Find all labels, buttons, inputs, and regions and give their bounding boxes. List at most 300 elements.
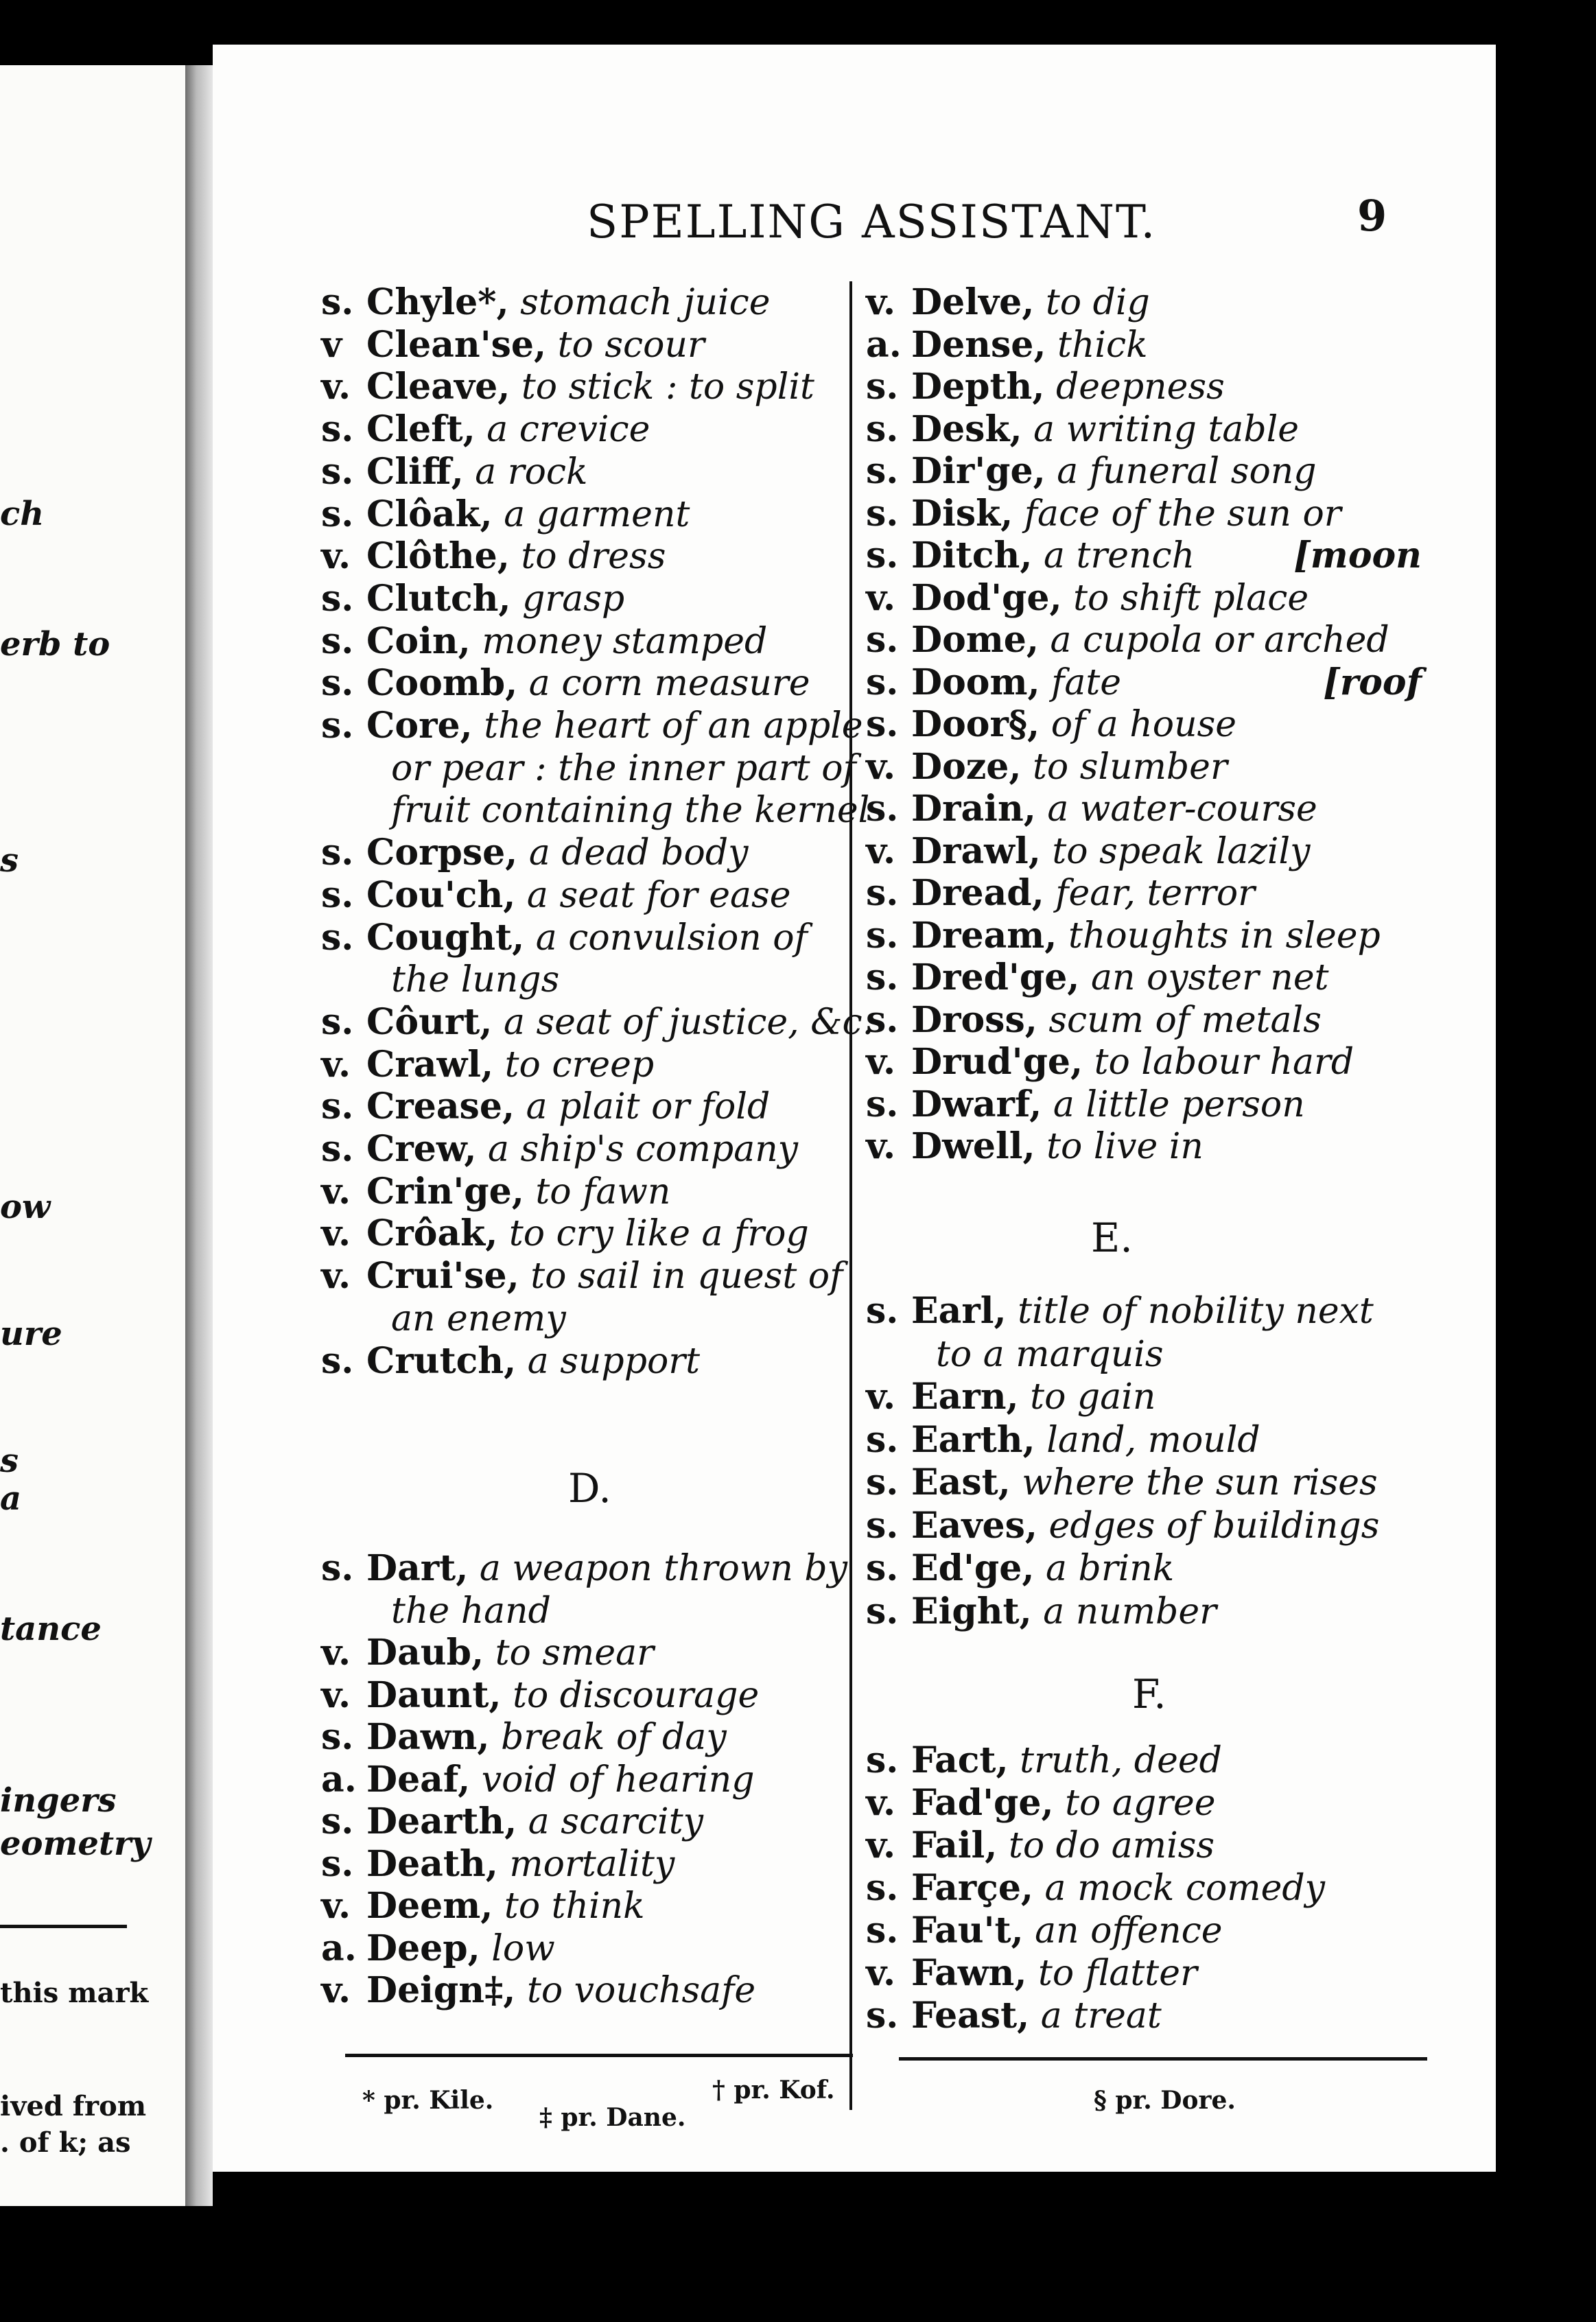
headword: Clôthe, xyxy=(366,535,510,578)
part-of-speech: s. xyxy=(321,705,354,747)
headword: Dred'ge, xyxy=(911,957,1080,998)
entry-text xyxy=(911,619,1389,661)
headword: Depth, xyxy=(911,366,1045,408)
headword: Delve, xyxy=(911,281,1035,323)
part-of-speech: v. xyxy=(321,1255,351,1298)
part-of-speech: s. xyxy=(321,1547,354,1589)
headword: Coin, xyxy=(366,620,471,662)
part-of-speech: s. xyxy=(866,1867,899,1909)
entry-text xyxy=(911,1083,1305,1125)
entry-text xyxy=(911,703,1237,745)
column-divider xyxy=(849,281,852,2110)
headword: Deign‡, xyxy=(366,1969,516,2011)
entry-text xyxy=(366,1758,755,1801)
definition: the heart of an apple xyxy=(484,705,863,747)
entry-text xyxy=(911,1462,1378,1503)
headword: Core, xyxy=(366,705,473,747)
headword: Crew, xyxy=(366,1128,477,1170)
entry-text xyxy=(366,366,814,408)
margin-fragment: tance xyxy=(0,1610,102,1648)
headword: Dome, xyxy=(911,619,1039,661)
definition: a mock comedy xyxy=(1044,1868,1326,1909)
headword: Eight, xyxy=(911,1590,1032,1632)
headword: Coomb, xyxy=(366,662,518,705)
part-of-speech: s. xyxy=(321,450,354,493)
definition: a seat for ease xyxy=(526,874,791,916)
part-of-speech: v. xyxy=(866,1952,896,1994)
part-of-speech: a. xyxy=(321,1758,357,1801)
part-of-speech: v. xyxy=(866,1782,896,1824)
headword: Fad'ge, xyxy=(911,1782,1054,1824)
section-heading-f: F. xyxy=(1132,1671,1166,1717)
headword: Ed'ge, xyxy=(911,1547,1035,1589)
entry-text xyxy=(911,1782,1216,1824)
part-of-speech: v xyxy=(321,323,342,366)
entry-text xyxy=(911,914,1381,957)
definition: face of the sun or xyxy=(1024,493,1341,535)
margin-fragment: ingers xyxy=(0,1781,117,1820)
entry-text xyxy=(366,535,666,578)
definition: to smear xyxy=(495,1632,654,1674)
entry-text xyxy=(911,1041,1354,1083)
headword: Dwell, xyxy=(911,1125,1035,1167)
entry-text xyxy=(366,916,808,959)
headword: Chyle*, xyxy=(366,281,509,323)
headword: Earl, xyxy=(911,1290,1007,1332)
part-of-speech: v. xyxy=(866,1041,896,1083)
entry-text xyxy=(366,1716,727,1758)
entry-text xyxy=(366,1632,654,1674)
part-of-speech: s. xyxy=(321,1128,354,1170)
definition: to dress xyxy=(521,536,666,578)
definition: title of nobility next xyxy=(1018,1291,1374,1332)
part-of-speech: s. xyxy=(866,1083,899,1125)
part-of-speech: s. xyxy=(321,1086,354,1128)
part-of-speech: s. xyxy=(866,408,899,450)
headword: Dearth, xyxy=(366,1801,517,1842)
definition: a dead body xyxy=(528,832,749,874)
headword: Ditch, xyxy=(911,535,1033,576)
definition: a corn measure xyxy=(528,663,810,705)
part-of-speech: s. xyxy=(866,957,899,998)
headword: Crui'se, xyxy=(366,1255,519,1298)
definition: a weapon thrown by xyxy=(479,1548,848,1589)
headword: Daub, xyxy=(366,1632,484,1674)
definition: land, mould xyxy=(1046,1419,1260,1461)
headword: Clean'se, xyxy=(366,323,547,366)
entry-text xyxy=(366,1969,756,2011)
definition: where the sun rises xyxy=(1022,1462,1378,1503)
footnote-rule xyxy=(899,2057,1427,2061)
entry-text xyxy=(911,1290,1374,1332)
entry-text xyxy=(911,1418,1260,1461)
definition: mortality xyxy=(509,1843,675,1885)
definition: to cry like a frog xyxy=(508,1213,809,1255)
part-of-speech: v. xyxy=(866,1825,896,1866)
headword: Crawl, xyxy=(366,1043,494,1086)
headword: Fail, xyxy=(911,1825,998,1866)
definition: to discourage xyxy=(513,1674,760,1716)
entry-text xyxy=(911,1739,1222,1781)
facing-page-edge xyxy=(0,65,185,2206)
definition: a funeral song xyxy=(1057,451,1317,492)
entry-text xyxy=(366,323,705,366)
entry-text xyxy=(911,281,1150,323)
definition: a convulsion of xyxy=(535,917,808,959)
margin-fragment: this mark xyxy=(0,1977,149,2009)
definition: to shift place xyxy=(1073,577,1309,619)
margin-rule xyxy=(0,1925,127,1928)
part-of-speech: s. xyxy=(866,914,899,957)
headword: Cliff, xyxy=(366,450,464,493)
definition: to sail in quest of xyxy=(530,1256,843,1298)
definition: a trench xyxy=(1043,535,1195,576)
definition-continued: fruit containing the kernel xyxy=(391,790,870,832)
entry-text xyxy=(366,1547,848,1589)
definition: low xyxy=(491,1927,555,1969)
headword: Door§, xyxy=(911,703,1040,745)
definition: truth, deed xyxy=(1020,1740,1222,1781)
entry-text xyxy=(911,1867,1326,1909)
definition: a cupola or arched xyxy=(1050,620,1389,661)
headword: Cleave, xyxy=(366,366,511,408)
headword: Dream, xyxy=(911,914,1057,957)
entry-text xyxy=(911,450,1317,492)
part-of-speech: s. xyxy=(321,916,354,959)
headword: Clutch, xyxy=(366,577,511,620)
entry-text xyxy=(366,620,768,662)
part-of-speech: s. xyxy=(866,1462,899,1503)
headword: Dawn, xyxy=(366,1716,490,1758)
headword: Clôak, xyxy=(366,493,493,535)
headword: Deep, xyxy=(366,1927,480,1969)
entry-text xyxy=(911,1952,1197,1994)
entry-text xyxy=(911,1547,1175,1589)
headword: Dart, xyxy=(366,1547,469,1589)
entry-text xyxy=(366,493,690,535)
part-of-speech: v. xyxy=(321,1212,351,1255)
headword: Drawl, xyxy=(911,830,1041,872)
definition: to gain xyxy=(1030,1376,1156,1418)
definition: to do amiss xyxy=(1008,1825,1215,1866)
part-of-speech: v. xyxy=(321,1885,351,1927)
entry-text xyxy=(366,873,791,916)
definition: a treat xyxy=(1040,1995,1162,2037)
headword: Cou'ch, xyxy=(366,873,516,916)
headword: Dir'ge, xyxy=(911,450,1046,492)
definition: to creep xyxy=(504,1044,655,1086)
part-of-speech: s. xyxy=(321,1801,354,1842)
footnote-rule xyxy=(345,2054,853,2057)
entry-text xyxy=(911,1504,1380,1547)
definition: a little person xyxy=(1053,1083,1305,1125)
part-of-speech: s. xyxy=(321,873,354,916)
definition: stomach juice xyxy=(520,282,771,323)
definition: thick xyxy=(1057,324,1148,366)
entry-text xyxy=(911,788,1317,830)
entry-text xyxy=(366,1927,555,1969)
part-of-speech: s. xyxy=(866,492,899,535)
definition: scum of metals xyxy=(1048,999,1322,1041)
part-of-speech: s. xyxy=(866,1739,899,1781)
part-of-speech: s. xyxy=(866,366,899,408)
entry-text xyxy=(366,1339,701,1382)
definition: fear, terror xyxy=(1055,873,1256,914)
part-of-speech: v. xyxy=(321,366,351,408)
entry-text xyxy=(911,1590,1217,1632)
definition: deepness xyxy=(1056,366,1225,408)
headword: Dense, xyxy=(911,323,1046,366)
definition: of a house xyxy=(1051,704,1237,745)
entry-text xyxy=(911,957,1329,998)
entry-text xyxy=(366,450,588,493)
part-of-speech: v. xyxy=(866,1125,896,1167)
headword: Doze, xyxy=(911,745,1022,788)
section-heading-d: D. xyxy=(568,1465,611,1512)
headword: East, xyxy=(911,1462,1011,1503)
book-spine-shadow xyxy=(185,65,213,2206)
definition: a support xyxy=(527,1340,701,1382)
margin-fragment: erb to xyxy=(0,625,110,664)
definition: a garment xyxy=(504,493,690,535)
headword: Fau't, xyxy=(911,1910,1024,1951)
part-of-speech: v. xyxy=(321,1969,351,2011)
footnote: ‡ pr. Dane. xyxy=(539,2103,686,2132)
headword: Desk, xyxy=(911,408,1022,450)
definition: a crevice xyxy=(486,409,650,451)
margin-fragment: ived from xyxy=(0,2090,147,2122)
entry-text xyxy=(911,1910,1223,1951)
headword: Crôak, xyxy=(366,1212,498,1255)
part-of-speech: v. xyxy=(866,1376,896,1418)
entry-text xyxy=(366,577,625,620)
definition: an oyster net xyxy=(1090,957,1329,998)
footnote: * pr. Kile. xyxy=(362,2086,494,2115)
headword: Eaves, xyxy=(911,1504,1038,1547)
entry-text xyxy=(911,323,1148,366)
headword: Crutch, xyxy=(366,1339,517,1382)
headword: Dwarf, xyxy=(911,1083,1042,1125)
margin-fragment: ch xyxy=(0,495,45,533)
headword: Fact, xyxy=(911,1739,1009,1781)
part-of-speech: s. xyxy=(866,1290,899,1332)
part-of-speech: s. xyxy=(866,1910,899,1951)
definition: to fawn xyxy=(535,1171,671,1212)
definition: a brink xyxy=(1046,1548,1175,1589)
definition: edges of buildings xyxy=(1048,1505,1380,1547)
headword: Dod'ge, xyxy=(911,576,1062,619)
part-of-speech: s. xyxy=(321,1716,354,1758)
part-of-speech: s. xyxy=(866,535,899,576)
entry-text xyxy=(911,576,1309,619)
part-of-speech: s. xyxy=(866,450,899,492)
headword: Death, xyxy=(366,1842,498,1885)
headword: Earth, xyxy=(911,1418,1035,1461)
definition-continued: an enemy xyxy=(391,1298,566,1339)
entry-text xyxy=(366,281,771,323)
headword: Côurt, xyxy=(366,1000,493,1043)
definition: to vouchsafe xyxy=(526,1970,756,2011)
entry-text xyxy=(366,1674,760,1716)
part-of-speech: v. xyxy=(866,576,896,619)
entry-text xyxy=(366,1043,655,1086)
margin-fragment: . of k; as xyxy=(0,2126,131,2159)
headword: Corpse, xyxy=(366,832,518,874)
headword: Farçe, xyxy=(911,1867,1034,1909)
part-of-speech: v. xyxy=(866,745,896,788)
entry-text xyxy=(366,408,650,451)
part-of-speech: s. xyxy=(866,1418,899,1461)
entry-text xyxy=(366,1212,809,1255)
entry-text xyxy=(911,492,1341,535)
part-of-speech: v. xyxy=(321,535,351,578)
definition: to live in xyxy=(1046,1126,1204,1167)
bracket-overflow: [moon xyxy=(1293,535,1422,576)
definition-continued: to a marquis xyxy=(936,1333,1164,1375)
entry-text xyxy=(366,1255,843,1298)
definition: a seat of justice, &c. xyxy=(503,1001,874,1043)
entry-text xyxy=(366,1128,799,1170)
headword: Crin'ge, xyxy=(366,1170,524,1212)
part-of-speech: s. xyxy=(866,788,899,830)
entry-text xyxy=(366,1842,675,1885)
definition: to scour xyxy=(557,324,705,366)
headword: Dread, xyxy=(911,872,1044,914)
entry-text xyxy=(911,535,1195,576)
margin-fragment: ow xyxy=(0,1188,51,1226)
part-of-speech: s. xyxy=(321,1842,354,1885)
headword: Drain, xyxy=(911,788,1036,830)
definition: money stamped xyxy=(482,620,768,662)
definition: a number xyxy=(1043,1591,1217,1632)
part-of-speech: s. xyxy=(321,1000,354,1043)
part-of-speech: s. xyxy=(866,1590,899,1632)
definition-continued: or pear : the inner part of xyxy=(391,747,856,789)
footnote: § pr. Dore. xyxy=(1094,2086,1236,2115)
headword: Feast, xyxy=(911,1995,1030,2037)
headword: Deem, xyxy=(366,1885,493,1927)
margin-fragment: a xyxy=(0,1479,22,1518)
entry-text xyxy=(911,1125,1204,1167)
entry-text xyxy=(366,662,810,705)
part-of-speech: v. xyxy=(321,1043,351,1086)
headword: Daunt, xyxy=(366,1674,502,1716)
entry-text xyxy=(911,1376,1156,1418)
definition: a rock xyxy=(475,451,588,493)
definition: to stick : to split xyxy=(521,366,814,408)
part-of-speech: s. xyxy=(321,493,354,535)
definition: a plait or fold xyxy=(526,1086,771,1128)
part-of-speech: s. xyxy=(321,1339,354,1382)
part-of-speech: s. xyxy=(321,408,354,451)
part-of-speech: v. xyxy=(866,830,896,872)
headword: Earn, xyxy=(911,1376,1019,1418)
definition: to agree xyxy=(1065,1783,1216,1824)
bracket-overflow: [roof xyxy=(1323,661,1422,703)
definition: an offence xyxy=(1035,1910,1223,1951)
entry-text xyxy=(911,366,1225,408)
part-of-speech: s. xyxy=(866,619,899,661)
headword: Drud'ge, xyxy=(911,1041,1083,1083)
headword: Fawn, xyxy=(911,1952,1027,1994)
part-of-speech: s. xyxy=(866,661,899,703)
footnote: † pr. Kof. xyxy=(712,2076,835,2104)
definition: break of day xyxy=(501,1717,727,1758)
definition: a water-course xyxy=(1047,788,1317,830)
headword: Deaf, xyxy=(366,1758,471,1801)
definition: to labour hard xyxy=(1094,1042,1354,1083)
headword: Cleft, xyxy=(366,408,476,451)
part-of-speech: v. xyxy=(321,1170,351,1212)
running-head: SPELLING ASSISTANT. xyxy=(587,196,1157,248)
part-of-speech: s. xyxy=(321,281,354,323)
part-of-speech: s. xyxy=(866,1995,899,2037)
entry-text xyxy=(911,745,1228,788)
headword: Dross, xyxy=(911,998,1037,1041)
definition: void of hearing xyxy=(481,1759,755,1801)
part-of-speech: s. xyxy=(866,872,899,914)
headword: Doom, xyxy=(911,661,1040,703)
definition: a scarcity xyxy=(528,1801,703,1842)
part-of-speech: s. xyxy=(866,703,899,745)
entry-text xyxy=(366,1801,703,1842)
margin-fragment: s xyxy=(0,1442,19,1480)
part-of-speech: a. xyxy=(321,1927,357,1969)
definition: a ship's company xyxy=(488,1129,799,1170)
part-of-speech: v. xyxy=(866,281,896,323)
entry-text xyxy=(366,1170,671,1212)
definition-continued: the lungs xyxy=(391,959,560,1001)
definition: a writing table xyxy=(1033,408,1300,450)
entry-text xyxy=(366,1086,771,1128)
part-of-speech: v. xyxy=(321,1632,351,1674)
entry-text xyxy=(366,705,863,747)
entry-text xyxy=(911,830,1311,872)
margin-fragment: ure xyxy=(0,1315,62,1353)
definition: to dig xyxy=(1045,282,1150,323)
part-of-speech: s. xyxy=(321,662,354,705)
entry-text xyxy=(911,408,1300,450)
section-heading-e: E. xyxy=(1091,1215,1133,1261)
entry-text xyxy=(911,1825,1215,1866)
part-of-speech: v. xyxy=(321,1674,351,1716)
entry-text xyxy=(911,1995,1162,2037)
definition: thoughts in sleep xyxy=(1068,915,1381,957)
definition: grasp xyxy=(522,578,625,620)
part-of-speech: s. xyxy=(321,832,354,874)
margin-fragment: eometry xyxy=(0,1825,151,1863)
definition: to speak lazily xyxy=(1052,830,1311,872)
page-number: 9 xyxy=(1357,191,1387,241)
definition-continued: the hand xyxy=(391,1590,551,1632)
part-of-speech: s. xyxy=(321,620,354,662)
definition: to flatter xyxy=(1037,1953,1197,1994)
entry-text xyxy=(366,1885,645,1927)
entry-text xyxy=(911,661,1122,703)
part-of-speech: s. xyxy=(866,1504,899,1547)
part-of-speech: s. xyxy=(321,577,354,620)
entry-text xyxy=(911,872,1256,914)
part-of-speech: s. xyxy=(866,1547,899,1589)
entry-text xyxy=(911,998,1322,1041)
headword: Cought, xyxy=(366,916,525,959)
part-of-speech: s. xyxy=(866,998,899,1041)
entry-text xyxy=(366,1000,874,1043)
definition: fate xyxy=(1051,661,1122,703)
definition: to slumber xyxy=(1033,746,1228,788)
margin-fragment: s xyxy=(0,841,19,880)
headword: Crease, xyxy=(366,1086,515,1128)
